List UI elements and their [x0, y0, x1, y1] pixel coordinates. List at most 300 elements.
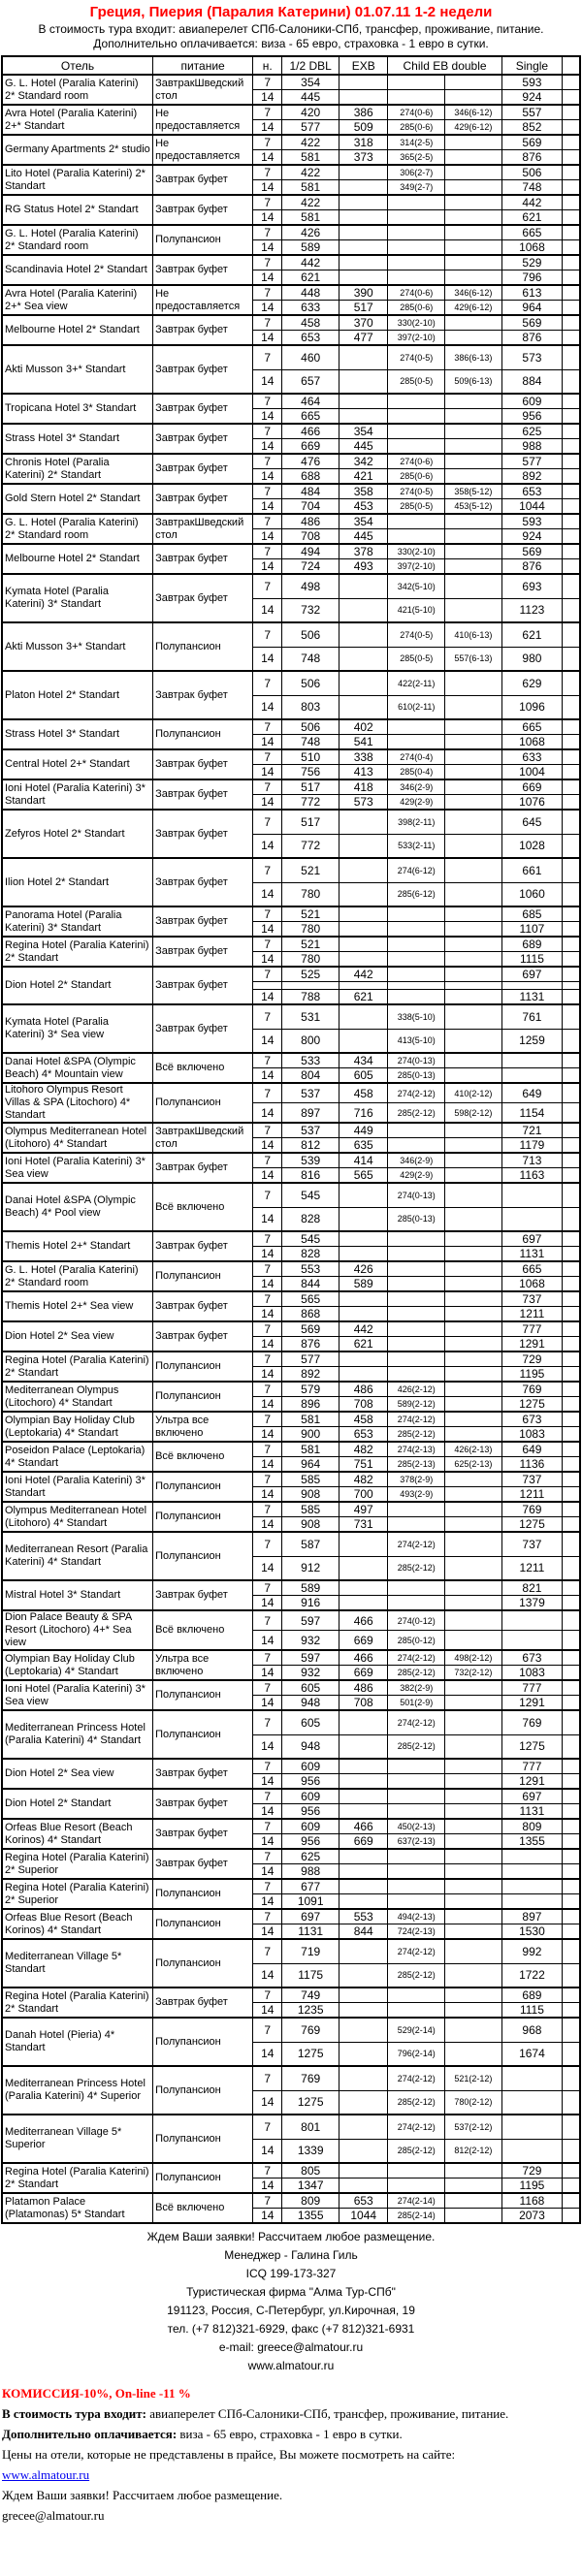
price-child-2: [445, 469, 502, 485]
nights-value: 7: [253, 671, 282, 695]
price-exb: 466: [339, 1650, 388, 1666]
price-single: 649: [501, 1083, 563, 1103]
hotel-name: Ioni Hotel (Paralia Katerini) 3* Sea view: [2, 1153, 153, 1183]
trailing-empty-cell: [563, 937, 580, 952]
price-dbl: 809: [282, 2193, 340, 2209]
price-exb: [339, 2115, 388, 2139]
nights-value: 7: [253, 1352, 282, 1367]
price-child-1: [388, 1307, 445, 1322]
price-child-2: [445, 544, 502, 559]
trailing-empty-cell: [563, 1502, 580, 1517]
meal-plan: Полупансион: [153, 1939, 253, 1988]
price-single: 1004: [501, 765, 563, 780]
hotel-name: Tropicana Hotel 3* Standart: [2, 394, 153, 424]
price-dbl: 486: [282, 514, 340, 529]
contact-email: e-mail: greece@almatour.ru: [218, 2340, 364, 2354]
trailing-empty-cell: [563, 1517, 580, 1533]
price-child-2: [445, 1517, 502, 1533]
price-child-2: [445, 75, 502, 90]
price-exb: [339, 2066, 388, 2090]
price-exb: [339, 1580, 388, 1596]
price-dbl: 719: [282, 1939, 340, 1963]
table-row: [2, 1231, 580, 1247]
price-child-2: [445, 2003, 502, 2019]
hotel-name: Strass Hotel 3* Standart: [2, 424, 153, 454]
nights-value: 7: [253, 1183, 282, 1207]
price-exb: [339, 1759, 388, 1774]
price-dbl: 581: [282, 150, 340, 166]
price-exb: 589: [339, 1277, 388, 1292]
trailing-empty-cell: [563, 647, 580, 671]
price-child-2: [445, 1004, 502, 1029]
price-dbl: 422: [282, 165, 340, 180]
price-dbl: 585: [282, 1472, 340, 1487]
meal-plan: Завтрак буфет: [153, 1849, 253, 1879]
trailing-empty-cell: [563, 1412, 580, 1427]
price-child-1: 274(0-5): [388, 622, 445, 647]
price-single: [501, 2066, 563, 2090]
price-single: 613: [501, 285, 563, 301]
price-dbl: 458: [282, 315, 340, 331]
price-child-1: 285(2-12): [388, 1103, 445, 1124]
nights-value: 7: [253, 2163, 282, 2178]
nights-value: 14: [253, 1894, 282, 1910]
hotel-name: Regina Hotel (Paralia Katerini) 2* Standart: [2, 1352, 153, 1382]
hotel-name: Themis Hotel 2+* Sea view: [2, 1291, 153, 1321]
meal-plan: Полупансион: [153, 1083, 253, 1123]
hotel-name: Regina Hotel (Paralia Katerini) 2* Superior: [2, 1879, 153, 1909]
price-child-2: [445, 1337, 502, 1352]
nights-value: 14: [253, 331, 282, 346]
price-dbl: 597: [282, 1650, 340, 1666]
meal-plan: Полупансион: [153, 1472, 253, 1502]
hotel-name: Regina Hotel (Paralia Katerini) 2* Standart: [2, 1988, 153, 2018]
meal-plan: Завтрак буфет: [153, 484, 253, 514]
price-single: 1083: [501, 1427, 563, 1443]
price-single: 689: [501, 937, 563, 952]
price-exb: [339, 2090, 388, 2115]
price-exb: 669: [339, 1631, 388, 1651]
price-exb: [339, 1556, 388, 1580]
trailing-empty-cell: [563, 559, 580, 575]
price-single: 569: [501, 135, 563, 150]
trailing-empty-cell: [563, 1774, 580, 1790]
trailing-empty-cell: [563, 105, 580, 120]
price-exb: 442: [339, 1321, 388, 1337]
price-child-1: [388, 922, 445, 938]
price-dbl: 354: [282, 75, 340, 90]
price-dbl: 756: [282, 765, 340, 780]
trailing-empty-cell: [563, 1168, 580, 1184]
price-child-1: 398(2-11): [388, 810, 445, 834]
hotel-name: G. L. Hotel (Paralia Katerini) 2* Standard room: [2, 1261, 153, 1291]
price-single: 1083: [501, 1666, 563, 1681]
price-exb: 453: [339, 499, 388, 515]
trailing-empty-cell: [563, 514, 580, 529]
price-single: 1379: [501, 1596, 563, 1611]
price-child-1: [388, 514, 445, 529]
meal-plan: Полупансион: [153, 2066, 253, 2115]
nights-value: 7: [253, 2115, 282, 2139]
nights-value: 14: [253, 1487, 282, 1503]
price-child-1: [388, 1231, 445, 1247]
price-child-2: [445, 1864, 502, 1880]
price-child-1: [388, 1261, 445, 1277]
trailing-empty-cell: [563, 1696, 580, 1711]
price-single: 1291: [501, 1696, 563, 1711]
price-child-2: [445, 1427, 502, 1443]
price-dbl: 1175: [282, 1963, 340, 1988]
price-child-2: 358(5-12): [445, 484, 502, 499]
price-dbl: 665: [282, 409, 340, 425]
price-child-2: [445, 1556, 502, 1580]
price-exb: 373: [339, 150, 388, 166]
included-note: В стоимость тура входит: авиаперелет СПб-Салоники-СПб, трансфер, проживание, питание.: [38, 22, 544, 36]
price-exb: 486: [339, 1382, 388, 1397]
nights-value: 7: [253, 1412, 282, 1427]
price-exb: [339, 2018, 388, 2042]
table-row: [2, 1879, 580, 1894]
price-child-1: [388, 1596, 445, 1611]
trailing-empty-cell: [563, 1207, 580, 1231]
trailing-empty-cell: [563, 180, 580, 196]
nights-value: 14: [253, 369, 282, 394]
trailing-empty-cell: [563, 2139, 580, 2163]
table-row: [2, 2163, 580, 2178]
table-row: [2, 255, 580, 270]
price-single: [501, 1207, 563, 1231]
nights-value: 14: [253, 1337, 282, 1352]
table-row: [2, 779, 580, 795]
price-single: 876: [501, 331, 563, 346]
meal-plan: Полупансион: [153, 1532, 253, 1580]
price-single: 621: [501, 622, 563, 647]
price-dbl: 621: [282, 270, 340, 286]
hotel-name: Strass Hotel 3* Standart: [2, 719, 153, 749]
nights-value: 7: [253, 1650, 282, 1666]
meal-plan: Полупансион: [153, 1382, 253, 1412]
table-row: [2, 1004, 580, 1029]
price-single: 673: [501, 1412, 563, 1427]
nights-value: 7: [253, 1680, 282, 1696]
meal-plan: Полупансион: [153, 2163, 253, 2193]
price-child-1: 274(2-12): [388, 1939, 445, 1963]
table-row: [2, 2066, 580, 2090]
trailing-empty-cell: [563, 2115, 580, 2139]
price-exb: 669: [339, 1834, 388, 1850]
meal-plan: Завтрак буфет: [153, 1819, 253, 1849]
price-child-2: 429(6-12): [445, 120, 502, 136]
trailing-empty-cell: [563, 1556, 580, 1580]
price-child-1: 422(2-11): [388, 671, 445, 695]
trailing-empty-cell: [563, 1864, 580, 1880]
nights-value: 7: [253, 574, 282, 598]
price-single: 593: [501, 514, 563, 529]
price-child-2: [445, 1879, 502, 1894]
trailing-empty-cell: [563, 795, 580, 811]
hotel-name: Ioni Hotel (Paralia Katerini) 3* Standart: [2, 1472, 153, 1502]
price-child-2: [445, 1759, 502, 1774]
price-dbl: 897: [282, 1103, 340, 1124]
trailing-empty-cell: [563, 369, 580, 394]
price-exb: [339, 1864, 388, 1880]
hotel-name: Scandinavia Hotel 2* Standart: [2, 255, 153, 285]
table-row: [2, 749, 580, 765]
price-child-1: [388, 1804, 445, 1820]
nights-value: 7: [253, 719, 282, 735]
trailing-empty-cell: [563, 90, 580, 106]
price-exb: [339, 255, 388, 270]
trailing-empty-cell: [563, 240, 580, 256]
price-exb: [339, 1849, 388, 1864]
meal-plan: Полупансион: [153, 2018, 253, 2066]
price-child-2: [445, 735, 502, 750]
price-dbl: 545: [282, 1231, 340, 1247]
nights-value: 7: [253, 1849, 282, 1864]
price-child-1: 349(2-7): [388, 180, 445, 196]
meal-plan: Полупансион: [153, 1879, 253, 1909]
trailing-empty-cell: [563, 2178, 580, 2194]
nights-value: 7: [253, 454, 282, 469]
price-single: 1674: [501, 2042, 563, 2066]
price-child-2: [445, 195, 502, 210]
price-exb: 445: [339, 529, 388, 545]
price-exb: [339, 1231, 388, 1247]
price-child-2: [445, 1734, 502, 1759]
price-exb: [339, 2042, 388, 2066]
nights-value: 14: [253, 559, 282, 575]
price-child-1: 533(2-11): [388, 834, 445, 858]
price-exb: 342: [339, 454, 388, 469]
price-child-2: 410(2-12): [445, 1083, 502, 1103]
price-exb: [339, 1291, 388, 1307]
contact-site: www.almatour.ru: [247, 2359, 335, 2372]
price-dbl: 422: [282, 135, 340, 150]
meal-plan: Завтрак буфет: [153, 195, 253, 225]
price-exb: [339, 165, 388, 180]
trailing-empty-cell: [563, 454, 580, 469]
meal-plan: Завтрак буфет: [153, 1291, 253, 1321]
hotel-name: Dion Hotel 2* Standart: [2, 967, 153, 1004]
waiting-note: Ждем Ваши заявки! Рассчитаем любое размещение.: [2, 2488, 283, 2502]
table-row: [2, 1680, 580, 1696]
nights-value: 14: [253, 1804, 282, 1820]
price-single: 737: [501, 1532, 563, 1556]
nights-value: 7: [253, 1759, 282, 1774]
price-child-2: [445, 719, 502, 735]
price-child-2: 509(6-13): [445, 369, 502, 394]
table-row: [2, 1939, 580, 1963]
price-single: [501, 1610, 563, 1631]
table-row: [2, 484, 580, 499]
nights-value: 14: [253, 834, 282, 858]
price-child-1: 274(0-6): [388, 285, 445, 301]
price-child-2: [445, 749, 502, 765]
table-row: [2, 1321, 580, 1337]
nights-value: 7: [253, 937, 282, 952]
price-exb: 486: [339, 1680, 388, 1696]
price-dbl: 605: [282, 1710, 340, 1734]
trailing-empty-cell: [563, 1397, 580, 1413]
price-child-2: [445, 165, 502, 180]
table-row: [2, 394, 580, 409]
price-exb: [339, 882, 388, 906]
meal-plan: Завтрак буфет: [153, 906, 253, 937]
price-child-2: 521(2-12): [445, 2066, 502, 2090]
price-child-2: [445, 1261, 502, 1277]
price-exb: [339, 345, 388, 369]
trailing-empty-cell: [563, 1337, 580, 1352]
site-link[interactable]: www.almatour.ru: [2, 2467, 90, 2482]
trailing-empty-cell: [563, 345, 580, 369]
price-single: 569: [501, 544, 563, 559]
price-exb: 434: [339, 1053, 388, 1068]
nights-value: 14: [253, 1924, 282, 1940]
hotel-name: Mediterranean Village 5* Superior: [2, 2115, 153, 2163]
price-child-1: [388, 1789, 445, 1804]
contact-line: 191123, Россия, С-Петербург, ул.Кирочная, 19: [167, 2304, 415, 2317]
price-child-1: 306(2-7): [388, 165, 445, 180]
price-dbl: 732: [282, 598, 340, 622]
price-single: 1068: [501, 240, 563, 256]
nights-value: 14: [253, 1517, 282, 1533]
price-exb: 449: [339, 1123, 388, 1138]
price-child-2: 598(2-12): [445, 1103, 502, 1124]
price-single: 673: [501, 1650, 563, 1666]
price-single: 876: [501, 559, 563, 575]
price-child-1: [388, 1580, 445, 1596]
price-exb: [339, 210, 388, 226]
price-child-1: 285(6-12): [388, 882, 445, 906]
price-single: 1291: [501, 1337, 563, 1352]
price-table: [1, 55, 581, 2224]
trailing-empty-cell: [563, 1532, 580, 1556]
trailing-empty-cell: [563, 1710, 580, 1734]
price-child-1: 274(2-12): [388, 1532, 445, 1556]
nights-value: 14: [253, 1457, 282, 1473]
price-dbl: 553: [282, 1261, 340, 1277]
price-single: 697: [501, 967, 563, 982]
price-dbl: 704: [282, 499, 340, 515]
price-child-1: 285(0-13): [388, 1207, 445, 1231]
price-exb: [339, 1367, 388, 1383]
trailing-empty-cell: [563, 1231, 580, 1247]
hotel-name: G. L. Hotel (Paralia Katerini) 2* Standard room: [2, 75, 153, 105]
trailing-empty-cell: [563, 834, 580, 858]
trailing-empty-cell: [563, 906, 580, 922]
price-exb: [339, 574, 388, 598]
price-child-2: [445, 1939, 502, 1963]
price-dbl: 579: [282, 1382, 340, 1397]
trailing-empty-cell: [563, 2209, 580, 2224]
nights-value: 14: [253, 990, 282, 1005]
price-exb: 1044: [339, 2209, 388, 2224]
price-child-2: [445, 1487, 502, 1503]
meal-plan: Завтрак буфет: [153, 810, 253, 858]
price-exb: 573: [339, 795, 388, 811]
price-single: 964: [501, 301, 563, 316]
price-single: 1168: [501, 2193, 563, 2209]
price-child-1: [388, 1247, 445, 1262]
nights-value: 14: [253, 598, 282, 622]
meal-plan: Завтрак буфет: [153, 671, 253, 719]
price-child-2: [445, 454, 502, 469]
price-exb: [339, 1307, 388, 1322]
price-single: 1123: [501, 598, 563, 622]
table-row: [2, 1183, 580, 1207]
price-exb: 466: [339, 1610, 388, 1631]
price-child-1: 274(6-12): [388, 858, 445, 882]
table-row: [2, 1083, 580, 1103]
price-child-1: 365(2-5): [388, 150, 445, 166]
meal-plan: Всё включено: [153, 2193, 253, 2223]
price-child-1: 274(2-12): [388, 2066, 445, 2090]
price-exb: [339, 1774, 388, 1790]
hotel-name: Central Hotel 2+* Standart: [2, 749, 153, 779]
nights-value: 14: [253, 499, 282, 515]
price-exb: [339, 671, 388, 695]
price-child-2: [445, 2163, 502, 2178]
trailing-empty-cell: [563, 1680, 580, 1696]
nights-value: 7: [253, 1321, 282, 1337]
meal-plan: Завтрак буфет: [153, 345, 253, 394]
hotel-name: Akti Musson 3+* Standart: [2, 345, 153, 394]
hotel-name: Ioni Hotel (Paralia Katerini) 3* Sea view: [2, 1680, 153, 1710]
hotel-name: Mediterranean Princess Hotel (Paralia Katerini) 4* Superior: [2, 2066, 153, 2115]
hotel-name: Melbourne Hotel 2* Standart: [2, 544, 153, 574]
price-child-2: [445, 779, 502, 795]
contact-line: Менеджер - Галина Гиль: [224, 2248, 358, 2262]
hotel-name: Mediterranean Resort (Paralia Katerini) 4* Standart: [2, 1532, 153, 1580]
price-exb: 653: [339, 1427, 388, 1443]
meal-plan: Полупансион: [153, 622, 253, 671]
price-single: 629: [501, 671, 563, 695]
price-dbl: 788: [282, 990, 340, 1005]
nights-value: 7: [253, 2193, 282, 2209]
table-row: [2, 2115, 580, 2139]
nights-value: 14: [253, 1029, 282, 1053]
nights-value: 7: [253, 1939, 282, 1963]
price-single: 1163: [501, 1168, 563, 1184]
price-child-2: 426(2-13): [445, 1442, 502, 1457]
table-row: [2, 1123, 580, 1138]
price-exb: 318: [339, 135, 388, 150]
price-child-1: 285(2-12): [388, 2090, 445, 2115]
price-dbl: 816: [282, 1168, 340, 1184]
price-exb: [339, 1532, 388, 1556]
price-exb: [339, 858, 388, 882]
price-child-1: [388, 2163, 445, 2178]
price-single: 1131: [501, 990, 563, 1005]
table-row: [2, 225, 580, 240]
price-child-2: [445, 967, 502, 982]
price-single: 761: [501, 1004, 563, 1029]
price-child-2: [445, 180, 502, 196]
price-child-1: 413(5-10): [388, 1029, 445, 1053]
price-exb: 338: [339, 749, 388, 765]
price-dbl: 569: [282, 1321, 340, 1337]
price-dbl: 868: [282, 1307, 340, 1322]
price-dbl: 466: [282, 424, 340, 439]
price-single: 1211: [501, 1556, 563, 1580]
nights-value: 14: [253, 1138, 282, 1154]
price-dbl: 581: [282, 180, 340, 196]
meal-plan: Завтрак буфет: [153, 1004, 253, 1053]
price-child-1: 338(5-10): [388, 1004, 445, 1029]
col-header-nights: н.: [253, 56, 282, 75]
nights-value: 14: [253, 2090, 282, 2115]
price-exb: 493: [339, 559, 388, 575]
